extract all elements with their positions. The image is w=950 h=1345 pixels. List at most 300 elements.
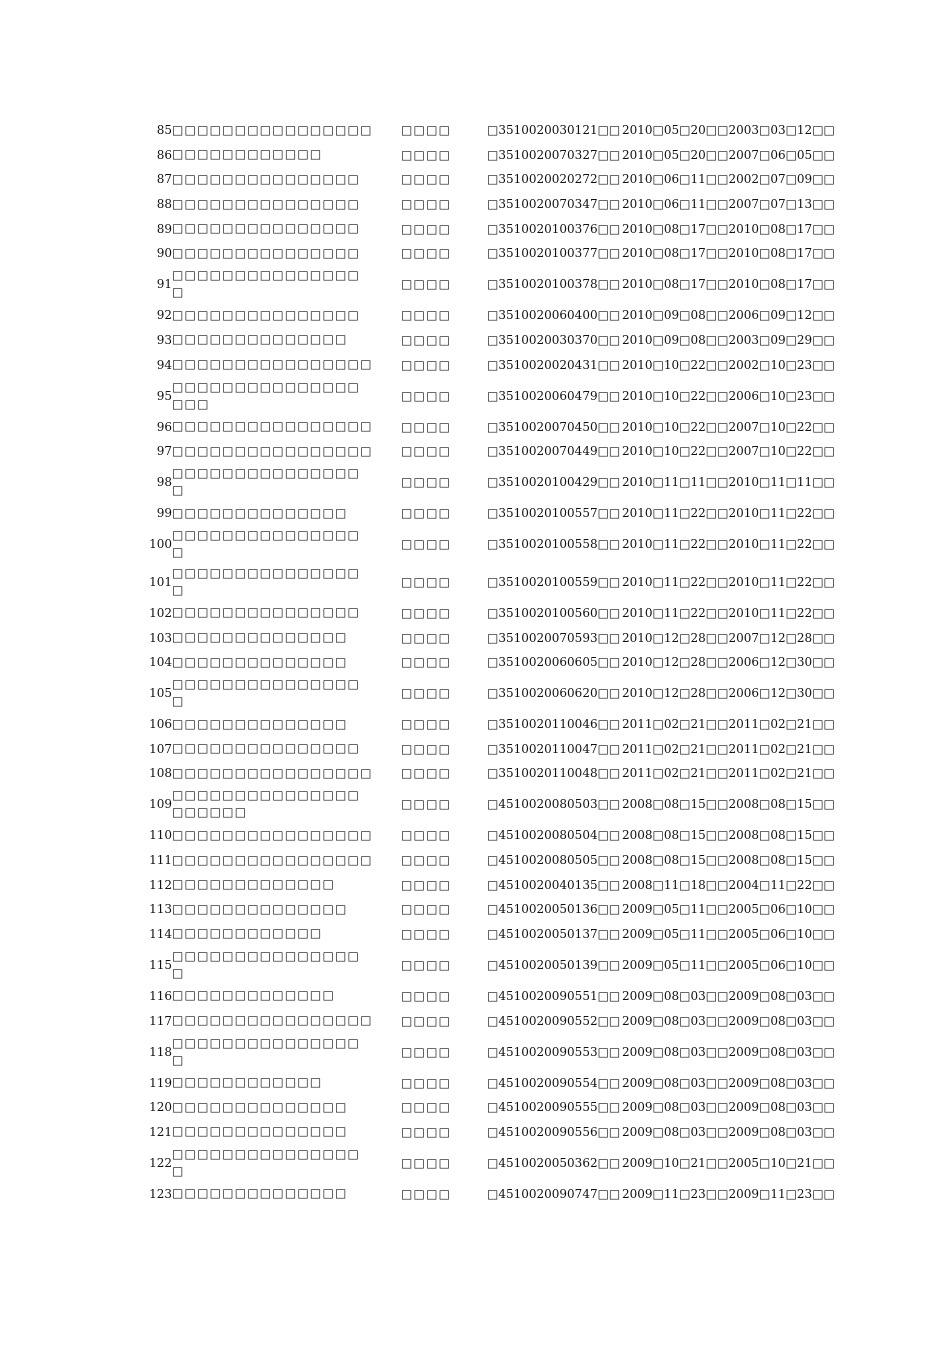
entity-type: □□□□ bbox=[401, 221, 452, 236]
entity-name bbox=[172, 897, 401, 922]
entity-name-line: □□□□□□□□□□□□□□□ bbox=[172, 1035, 361, 1050]
row-number: 96 bbox=[156, 419, 172, 434]
establish-date: 2010□11□22□□ bbox=[728, 574, 835, 589]
entity-name-line: □□□□□□□□□□□□ bbox=[172, 147, 323, 162]
establish-date: 2003□03□12□□ bbox=[728, 123, 835, 138]
entity-name bbox=[172, 674, 401, 712]
entity-type: □□□□ bbox=[401, 332, 452, 347]
establish-date: 2006□12□30□□ bbox=[728, 686, 835, 701]
registration-code: □4510020050362□□ bbox=[487, 1155, 621, 1170]
entity-type: □□□□ bbox=[401, 655, 452, 670]
entity-name-line: □□□□□□□□□□□□□□ bbox=[172, 332, 348, 347]
establish-date: 2009□08□03□□ bbox=[728, 988, 835, 1003]
entity-name bbox=[172, 266, 401, 304]
issue-date: 2009□05□11□□ bbox=[622, 957, 729, 972]
issue-date: 2010□11□22□□ bbox=[622, 574, 729, 589]
row-number: 98 bbox=[156, 475, 172, 490]
table-row bbox=[146, 143, 835, 168]
entity-type: □□□□ bbox=[401, 1013, 452, 1028]
entity-name-line: □ bbox=[172, 285, 185, 300]
row-number: 87 bbox=[156, 172, 172, 187]
entity-name bbox=[172, 1033, 401, 1071]
issue-date: 2009□08□03□□ bbox=[622, 1075, 729, 1090]
entity-name-line: □□□□□□□□□□□□□□□ bbox=[172, 221, 361, 236]
registration-code: □4510020080504□□ bbox=[487, 828, 621, 843]
registration-code: □3510020070327□□ bbox=[487, 147, 621, 162]
row-number: 111 bbox=[149, 853, 172, 868]
row-number: 97 bbox=[156, 444, 172, 459]
issue-date: 2010□11□22□□ bbox=[622, 506, 729, 521]
issue-date: 2010□11□11□□ bbox=[622, 475, 729, 490]
establish-date: 2006□09□12□□ bbox=[728, 308, 835, 323]
entity-type: □□□□ bbox=[401, 1075, 452, 1090]
table-row bbox=[146, 118, 835, 143]
entity-type: □□□□ bbox=[401, 444, 452, 459]
entity-name-line: □ bbox=[172, 545, 185, 560]
entity-name bbox=[172, 143, 401, 168]
entity-type: □□□□ bbox=[401, 741, 452, 756]
row-number: 117 bbox=[149, 1013, 172, 1028]
issue-date: 2011□02□21□□ bbox=[622, 717, 729, 732]
establish-date: 2007□10□22□□ bbox=[728, 419, 835, 434]
establish-date: 2006□12□30□□ bbox=[728, 655, 835, 670]
establish-date: 2006□10□23□□ bbox=[728, 388, 835, 403]
entity-type: □□□□ bbox=[401, 686, 452, 701]
row-number: 108 bbox=[149, 766, 172, 781]
issue-date: 2010□10□22□□ bbox=[622, 388, 729, 403]
table-row bbox=[146, 1070, 835, 1095]
establish-date: 2008□08□15□□ bbox=[728, 853, 835, 868]
entity-type: □□□□ bbox=[401, 605, 452, 620]
entity-name bbox=[172, 1120, 401, 1145]
table-row bbox=[146, 848, 835, 873]
table-row bbox=[146, 1033, 835, 1071]
entity-name bbox=[172, 984, 401, 1009]
registration-code: □3510020100429□□ bbox=[487, 475, 621, 490]
entity-name-line: □□□□□□ bbox=[172, 805, 248, 820]
issue-date: 2009□08□03□□ bbox=[622, 1013, 729, 1028]
table-row bbox=[146, 266, 835, 304]
issue-date: 2011□02□21□□ bbox=[622, 766, 729, 781]
registration-code: □4510020050137□□ bbox=[487, 926, 621, 941]
issue-date: 2009□08□03□□ bbox=[622, 1100, 729, 1115]
registration-code: □3510020060605□□ bbox=[487, 655, 621, 670]
issue-date: 2009□05□11□□ bbox=[622, 926, 729, 941]
issue-date: 2010□05□20□□ bbox=[622, 123, 729, 138]
entity-type: □□□□ bbox=[401, 246, 452, 261]
entity-type: □□□□ bbox=[401, 1044, 452, 1059]
entity-name bbox=[172, 501, 401, 526]
issue-date: 2009□05□11□□ bbox=[622, 902, 729, 917]
row-number: 103 bbox=[149, 630, 172, 645]
entity-name-line: □□□□□□□□□□□□□□□□ bbox=[172, 1013, 373, 1028]
establish-date: 2009□08□03□□ bbox=[728, 1044, 835, 1059]
table-row bbox=[146, 601, 835, 626]
establish-date: 2008□08□15□□ bbox=[728, 828, 835, 843]
entity-name-line: □□□□□□□□□□□□□□□□ bbox=[172, 122, 373, 137]
establish-date: 2002□10□23□□ bbox=[728, 357, 835, 372]
table-row bbox=[146, 786, 835, 824]
issue-date: 2009□08□03□□ bbox=[622, 988, 729, 1003]
registration-code: □3510020070449□□ bbox=[487, 444, 621, 459]
registration-code: □3510020020431□□ bbox=[487, 357, 621, 372]
registration-code: □3510020020272□□ bbox=[487, 172, 621, 187]
entity-name bbox=[172, 946, 401, 984]
entity-name-line: □□□ bbox=[172, 396, 210, 411]
registration-code: □4510020090553□□ bbox=[487, 1044, 621, 1059]
registration-code: □4510020090556□□ bbox=[487, 1124, 621, 1139]
issue-date: 2010□11□22□□ bbox=[622, 537, 729, 552]
entity-name-line: □□□□□□□□□□□□□□□ bbox=[172, 605, 361, 620]
table-row bbox=[146, 674, 835, 712]
registration-code: □3510020110048□□ bbox=[487, 766, 621, 781]
entity-name-line: □ bbox=[172, 483, 185, 498]
entity-name bbox=[172, 1095, 401, 1120]
entity-type: □□□□ bbox=[401, 537, 452, 552]
entity-type: □□□□ bbox=[401, 853, 452, 868]
table-row bbox=[146, 650, 835, 675]
entity-name-line: □□□□□□□□□□□□□□ bbox=[172, 1099, 348, 1114]
entity-type: □□□□ bbox=[401, 419, 452, 434]
entity-name bbox=[172, 352, 401, 377]
table-row bbox=[146, 823, 835, 848]
establish-date: 2010□11□22□□ bbox=[728, 605, 835, 620]
registration-code: □4510020080505□□ bbox=[487, 853, 621, 868]
entity-name bbox=[172, 1070, 401, 1095]
entity-type: □□□□ bbox=[401, 1155, 452, 1170]
issue-date: 2010□12□28□□ bbox=[622, 630, 729, 645]
table-row bbox=[146, 1008, 835, 1033]
entity-name-line: □□□□□□□□□□□□□□□□ bbox=[172, 357, 373, 372]
table-row bbox=[146, 897, 835, 922]
row-number: 118 bbox=[149, 1044, 172, 1059]
entity-type: □□□□ bbox=[401, 1124, 452, 1139]
entity-name-line: □□□□□□□□□□□□□□□ bbox=[172, 171, 361, 186]
registration-code: □4510020050139□□ bbox=[487, 957, 621, 972]
establish-date: 2002□07□09□□ bbox=[728, 172, 835, 187]
row-number: 120 bbox=[149, 1100, 172, 1115]
entity-type: □□□□ bbox=[401, 766, 452, 781]
row-number: 110 bbox=[149, 828, 172, 843]
row-number: 101 bbox=[149, 574, 172, 589]
entity-type: □□□□ bbox=[401, 902, 452, 917]
entity-type: □□□□ bbox=[401, 988, 452, 1003]
entity-type: □□□□ bbox=[401, 717, 452, 732]
entity-name-line: □□□□□□□□□□□□□□□ bbox=[172, 1146, 361, 1161]
establish-date: 2004□11□22□□ bbox=[728, 877, 835, 892]
row-number: 119 bbox=[149, 1075, 172, 1090]
entity-name-line: □□□□□□□□□□□□□□□ bbox=[172, 948, 361, 963]
establish-date: 2007□07□13□□ bbox=[728, 197, 835, 212]
entity-name bbox=[172, 192, 401, 217]
issue-date: 2009□08□03□□ bbox=[622, 1124, 729, 1139]
establish-date: 2010□11□11□□ bbox=[728, 475, 835, 490]
table-row bbox=[146, 872, 835, 897]
table-row bbox=[146, 377, 835, 415]
entity-name-line: □□□□□□□□□□□□□ bbox=[172, 988, 335, 1003]
table-row bbox=[146, 501, 835, 526]
issue-date: 2010□06□11□□ bbox=[622, 172, 729, 187]
issue-date: 2010□10□22□□ bbox=[622, 357, 729, 372]
entity-type: □□□□ bbox=[401, 630, 452, 645]
entity-type: □□□□ bbox=[401, 506, 452, 521]
entity-name bbox=[172, 737, 401, 762]
entity-name-line: □□□□□□□□□□□□□□□□ bbox=[172, 443, 373, 458]
entity-name-line: □□□□□□□□□□□□□□□ bbox=[172, 565, 361, 580]
entity-type: □□□□ bbox=[401, 574, 452, 589]
entity-name-line: □□□□□□□□□□□□□□ bbox=[172, 1124, 348, 1139]
entity-name-line: □□□□□□□□□□□□□□ bbox=[172, 716, 348, 731]
table-row bbox=[146, 946, 835, 984]
establish-date: 2009□08□03□□ bbox=[728, 1124, 835, 1139]
registration-code: □3510020030121□□ bbox=[487, 123, 621, 138]
establish-date: 2010□11□22□□ bbox=[728, 506, 835, 521]
entity-name bbox=[172, 216, 401, 241]
registration-code: □3510020100377□□ bbox=[487, 246, 621, 261]
establish-date: 2010□08□17□□ bbox=[728, 246, 835, 261]
entity-name bbox=[172, 563, 401, 601]
registration-code: □4510020080503□□ bbox=[487, 797, 621, 812]
row-number: 89 bbox=[156, 221, 172, 236]
table-row bbox=[146, 216, 835, 241]
issue-date: 2008□08□15□□ bbox=[622, 853, 729, 868]
table-row bbox=[146, 241, 835, 266]
row-number: 121 bbox=[149, 1124, 172, 1139]
issue-date: 2010□11□22□□ bbox=[622, 605, 729, 620]
table-row bbox=[146, 761, 835, 786]
entity-type: □□□□ bbox=[401, 926, 452, 941]
table-row bbox=[146, 625, 835, 650]
entity-name-line: □□□□□□□□□□□□ bbox=[172, 926, 323, 941]
registration-code: □3510020070593□□ bbox=[487, 630, 621, 645]
row-number: 93 bbox=[156, 332, 172, 347]
entity-name bbox=[172, 1182, 401, 1207]
registry-table-body bbox=[146, 118, 835, 1206]
entity-name-line: □□□□□□□□□□□□□□ bbox=[172, 505, 348, 520]
row-number: 88 bbox=[156, 197, 172, 212]
row-number: 122 bbox=[149, 1155, 172, 1170]
entity-name-line: □□□□□□□□□□□□□□□□ bbox=[172, 827, 373, 842]
issue-date: 2008□11□18□□ bbox=[622, 877, 729, 892]
entity-name-line: □□□□□□□□□□□□□□□ bbox=[172, 677, 361, 692]
issue-date: 2010□08□17□□ bbox=[622, 277, 729, 292]
table-row bbox=[146, 464, 835, 502]
row-number: 90 bbox=[156, 246, 172, 261]
registration-code: □4510020090552□□ bbox=[487, 1013, 621, 1028]
table-row bbox=[146, 167, 835, 192]
row-number: 85 bbox=[156, 123, 172, 138]
registration-code: □3510020100559□□ bbox=[487, 574, 621, 589]
entity-name bbox=[172, 377, 401, 415]
entity-name-line: □□□□□□□□□□□□□□ bbox=[172, 901, 348, 916]
issue-date: 2010□12□28□□ bbox=[622, 655, 729, 670]
entity-name-line: □□□□□□□□□□□□□□□ bbox=[172, 307, 361, 322]
registration-code: □4510020090555□□ bbox=[487, 1100, 621, 1115]
table-row bbox=[146, 712, 835, 737]
table-row bbox=[146, 439, 835, 464]
entity-name-line: □□□□□□□□□□□□□ bbox=[172, 877, 335, 892]
registration-code: □4510020040135□□ bbox=[487, 877, 621, 892]
row-number: 91 bbox=[156, 277, 172, 292]
registration-code: □3510020100560□□ bbox=[487, 605, 621, 620]
entity-name-line: □□□□□□□□□□□□□□ bbox=[172, 654, 348, 669]
establish-date: 2010□08□17□□ bbox=[728, 277, 835, 292]
entity-name-line: □□□□□□□□□□□□□□□ bbox=[172, 196, 361, 211]
table-row bbox=[146, 737, 835, 762]
entity-name-line: □□□□□□□□□□□□□□□ bbox=[172, 245, 361, 260]
table-row bbox=[146, 1120, 835, 1145]
entity-type: □□□□ bbox=[401, 172, 452, 187]
row-number: 104 bbox=[149, 655, 172, 670]
establish-date: 2007□10□22□□ bbox=[728, 444, 835, 459]
entity-type: □□□□ bbox=[401, 957, 452, 972]
establish-date: 2010□08□17□□ bbox=[728, 221, 835, 236]
entity-type: □□□□ bbox=[401, 357, 452, 372]
table-row bbox=[146, 1182, 835, 1207]
issue-date: 2010□10□22□□ bbox=[622, 444, 729, 459]
entity-name bbox=[172, 761, 401, 786]
entity-name-line: □□□□□□□□□□□□□□□ bbox=[172, 788, 361, 803]
row-number: 112 bbox=[149, 877, 172, 892]
establish-date: 2007□06□05□□ bbox=[728, 147, 835, 162]
entity-type: □□□□ bbox=[401, 475, 452, 490]
issue-date: 2009□11□23□□ bbox=[622, 1186, 729, 1201]
table-row bbox=[146, 192, 835, 217]
table-row bbox=[146, 526, 835, 564]
entity-name bbox=[172, 167, 401, 192]
entity-type: □□□□ bbox=[401, 123, 452, 138]
establish-date: 2008□08□15□□ bbox=[728, 797, 835, 812]
entity-name-line: □ bbox=[172, 694, 185, 709]
registration-code: □3510020060479□□ bbox=[487, 388, 621, 403]
establish-date: 2010□11□22□□ bbox=[728, 537, 835, 552]
entity-name-line: □ bbox=[172, 965, 185, 980]
entity-name bbox=[172, 526, 401, 564]
issue-date: 2010□09□08□□ bbox=[622, 332, 729, 347]
establish-date: 2005□10□21□□ bbox=[728, 1155, 835, 1170]
issue-date: 2009□10□21□□ bbox=[622, 1155, 729, 1170]
row-number: 107 bbox=[149, 741, 172, 756]
row-number: 92 bbox=[156, 308, 172, 323]
entity-name bbox=[172, 414, 401, 439]
entity-type: □□□□ bbox=[401, 277, 452, 292]
table-row bbox=[146, 328, 835, 353]
registration-code: □3510020100557□□ bbox=[487, 506, 621, 521]
row-number: 105 bbox=[149, 686, 172, 701]
issue-date: 2010□08□17□□ bbox=[622, 221, 729, 236]
establish-date: 2011□02□21□□ bbox=[728, 741, 835, 756]
entity-name bbox=[172, 118, 401, 143]
entity-type: □□□□ bbox=[401, 797, 452, 812]
row-number: 109 bbox=[149, 797, 172, 812]
establish-date: 2005□06□10□□ bbox=[728, 957, 835, 972]
issue-date: 2010□12□28□□ bbox=[622, 686, 729, 701]
registration-code: □3510020070450□□ bbox=[487, 419, 621, 434]
entity-type: □□□□ bbox=[401, 1186, 452, 1201]
issue-date: 2010□06□11□□ bbox=[622, 197, 729, 212]
entity-name-line: □□□□□□□□□□□□□□ bbox=[172, 1186, 348, 1201]
entity-name bbox=[172, 848, 401, 873]
row-number: 86 bbox=[156, 147, 172, 162]
registration-code: □3510020060400□□ bbox=[487, 308, 621, 323]
entity-type: □□□□ bbox=[401, 828, 452, 843]
row-number: 100 bbox=[149, 537, 172, 552]
row-number: 106 bbox=[149, 717, 172, 732]
issue-date: 2008□08□15□□ bbox=[622, 797, 729, 812]
table-row bbox=[146, 563, 835, 601]
entity-name bbox=[172, 922, 401, 947]
issue-date: 2010□05□20□□ bbox=[622, 147, 729, 162]
row-number: 99 bbox=[156, 506, 172, 521]
entity-name bbox=[172, 601, 401, 626]
row-number: 113 bbox=[149, 902, 172, 917]
establish-date: 2009□08□03□□ bbox=[728, 1013, 835, 1028]
registration-code: □3510020030370□□ bbox=[487, 332, 621, 347]
entity-name-line: □ bbox=[172, 1052, 185, 1067]
table-row bbox=[146, 922, 835, 947]
row-number: 116 bbox=[149, 988, 172, 1003]
issue-date: 2009□08□03□□ bbox=[622, 1044, 729, 1059]
row-number: 115 bbox=[149, 957, 172, 972]
table-row bbox=[146, 352, 835, 377]
registration-code: □4510020090554□□ bbox=[487, 1075, 621, 1090]
registration-code: □3510020110047□□ bbox=[487, 741, 621, 756]
entity-name-line: □□□□□□□□□□□□□□□ bbox=[172, 466, 361, 481]
table-row bbox=[146, 303, 835, 328]
registry-table bbox=[146, 118, 835, 1206]
establish-date: 2009□08□03□□ bbox=[728, 1075, 835, 1090]
row-number: 102 bbox=[149, 605, 172, 620]
entity-name-line: □□□□□□□□□□□□□□ bbox=[172, 630, 348, 645]
entity-name bbox=[172, 1008, 401, 1033]
entity-name-line: □□□□□□□□□□□□□□□□ bbox=[172, 419, 373, 434]
issue-date: 2011□02□21□□ bbox=[622, 741, 729, 756]
entity-name-line: □ bbox=[172, 582, 185, 597]
entity-name-line: □□□□□□□□□□□□ bbox=[172, 1075, 323, 1090]
row-number: 123 bbox=[149, 1186, 172, 1201]
entity-type: □□□□ bbox=[401, 147, 452, 162]
registration-code: □4510020090747□□ bbox=[487, 1186, 621, 1201]
entity-name bbox=[172, 241, 401, 266]
establish-date: 2007□12□28□□ bbox=[728, 630, 835, 645]
registration-code: □3510020100376□□ bbox=[487, 221, 621, 236]
registration-code: □4510020050136□□ bbox=[487, 902, 621, 917]
registration-code: □3510020100558□□ bbox=[487, 537, 621, 552]
establish-date: 2003□09□29□□ bbox=[728, 332, 835, 347]
entity-name bbox=[172, 650, 401, 675]
registration-code: □3510020100378□□ bbox=[487, 277, 621, 292]
establish-date: 2009□08□03□□ bbox=[728, 1100, 835, 1115]
entity-type: □□□□ bbox=[401, 308, 452, 323]
registration-code: □3510020060620□□ bbox=[487, 686, 621, 701]
table-row bbox=[146, 1095, 835, 1120]
entity-type: □□□□ bbox=[401, 388, 452, 403]
registration-code: □4510020090551□□ bbox=[487, 988, 621, 1003]
entity-type: □□□□ bbox=[401, 877, 452, 892]
entity-name bbox=[172, 303, 401, 328]
entity-name bbox=[172, 1144, 401, 1182]
entity-name-line: □□□□□□□□□□□□□□□□ bbox=[172, 852, 373, 867]
entity-name-line: □□□□□□□□□□□□□□□ bbox=[172, 528, 361, 543]
establish-date: 2005□06□10□□ bbox=[728, 926, 835, 941]
entity-name-line: □□□□□□□□□□□□□□□□ bbox=[172, 765, 373, 780]
entity-name bbox=[172, 625, 401, 650]
issue-date: 2010□09□08□□ bbox=[622, 308, 729, 323]
entity-type: □□□□ bbox=[401, 197, 452, 212]
establish-date: 2009□11□23□□ bbox=[728, 1186, 835, 1201]
establish-date: 2005□06□10□□ bbox=[728, 902, 835, 917]
entity-name bbox=[172, 328, 401, 353]
